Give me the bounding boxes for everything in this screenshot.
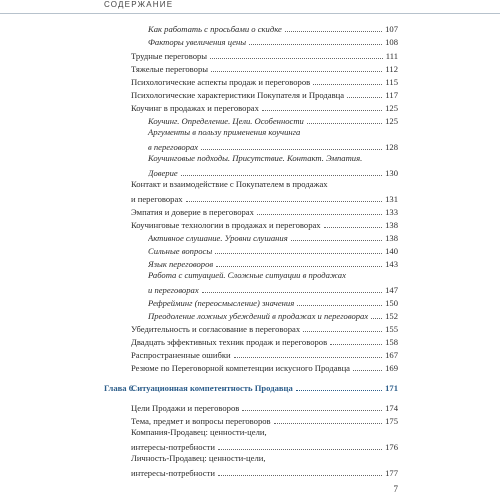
chapter-number: Глава 6. bbox=[104, 383, 136, 393]
toc-entry-title: Цели Продажи и переговоров bbox=[131, 403, 240, 413]
toc-entry-page: 115 bbox=[385, 77, 398, 87]
toc-entry-page: 177 bbox=[385, 468, 398, 478]
toc-entry[interactable] bbox=[148, 22, 398, 35]
leader-dots bbox=[257, 214, 382, 215]
toc-entry[interactable] bbox=[148, 244, 398, 257]
toc-entry-page: 175 bbox=[385, 416, 398, 426]
toc-entry[interactable] bbox=[148, 114, 398, 127]
toc-entry-title: интересы-потребности bbox=[131, 442, 215, 452]
toc-entry-page: 169 bbox=[385, 363, 398, 373]
toc-entry-page: 174 bbox=[385, 403, 398, 413]
leader-dots bbox=[274, 423, 382, 424]
toc-entry-title: Коучинг в продажах и переговорах bbox=[131, 103, 259, 113]
toc-entry[interactable] bbox=[131, 192, 398, 205]
toc-entry-page: 125 bbox=[385, 116, 398, 126]
toc-entry-page: 117 bbox=[385, 90, 398, 100]
toc-entry-title: Рефрейминг (переосмысление) значения bbox=[148, 298, 295, 308]
leader-dots bbox=[313, 84, 382, 85]
toc-entry-title: Распространенные ошибки bbox=[131, 350, 231, 360]
leader-dots bbox=[186, 201, 383, 202]
toc-entry-title: Трудные переговоры bbox=[131, 51, 208, 61]
toc-entry[interactable] bbox=[131, 88, 398, 101]
toc-entry-title: Тема, предмет и вопросы переговоров bbox=[131, 416, 271, 426]
toc-entry-title: Двадцать эффективных техник продаж и переговоров bbox=[131, 337, 328, 347]
toc-entry[interactable] bbox=[131, 335, 398, 348]
toc-chapter-heading[interactable] bbox=[104, 381, 398, 394]
leader-dots bbox=[218, 449, 382, 450]
leader-dots bbox=[201, 149, 382, 150]
toc-entry-title: Как работать с просьбами о скидке bbox=[148, 24, 282, 34]
toc-entry[interactable] bbox=[131, 466, 398, 479]
toc-entry[interactable] bbox=[131, 62, 398, 75]
leader-dots bbox=[330, 344, 382, 345]
toc-entry-title: Сильные вопросы bbox=[148, 246, 213, 256]
toc-entry-title: Психологические аспекты продаж и переговоров bbox=[131, 77, 311, 87]
toc-entry-title-line: Работа с ситуацией. Сложные ситуации в продажах bbox=[148, 270, 346, 280]
toc-entry[interactable] bbox=[148, 283, 398, 296]
toc-entry-title: Эмпатия и доверие в переговорах bbox=[131, 207, 254, 217]
leader-dots bbox=[297, 305, 382, 306]
leader-dots bbox=[181, 175, 382, 176]
toc-entry-page: 167 bbox=[385, 350, 398, 360]
toc-entry[interactable] bbox=[131, 205, 398, 218]
toc-entry-title: Тяжелые переговоры bbox=[131, 64, 209, 74]
toc-entry[interactable] bbox=[131, 348, 398, 361]
toc-entry-page: 125 bbox=[385, 103, 398, 113]
leader-dots bbox=[285, 31, 382, 32]
leader-dots bbox=[296, 390, 382, 391]
leader-dots bbox=[215, 253, 382, 254]
toc-entry-title: Преодоление ложных убеждений в продажах и переговорах bbox=[148, 311, 369, 321]
toc-entry[interactable] bbox=[131, 75, 398, 88]
leader-dots bbox=[211, 71, 382, 72]
leader-dots bbox=[218, 475, 382, 476]
toc-entry-page: 152 bbox=[385, 311, 398, 321]
toc-entry-title: и переговорах bbox=[131, 194, 183, 204]
leader-dots bbox=[249, 44, 382, 45]
page-number: 7 bbox=[393, 484, 398, 494]
chapter-page: 171 bbox=[385, 383, 398, 393]
leader-dots bbox=[353, 370, 382, 371]
toc-entry-page: 150 bbox=[385, 298, 398, 308]
leader-dots bbox=[303, 331, 382, 332]
toc-entry[interactable] bbox=[131, 414, 398, 427]
leader-dots bbox=[234, 357, 383, 358]
toc-entry[interactable] bbox=[148, 35, 398, 48]
toc-entry-page: 111 bbox=[385, 51, 398, 61]
chapter-title: Ситуационная компетентность Продавца bbox=[131, 383, 293, 393]
leader-dots bbox=[262, 110, 382, 111]
toc-entry-title: и переговорах bbox=[148, 285, 199, 295]
toc-entry[interactable] bbox=[131, 101, 398, 114]
toc-entry-title: Активное слушание. Уровни слушания bbox=[148, 233, 288, 243]
leader-dots bbox=[371, 318, 382, 319]
toc-entry[interactable] bbox=[148, 309, 398, 322]
toc-entry-title-line: Личность-Продавец: ценности-цели, bbox=[131, 453, 266, 463]
toc-entry-title-line: Компания-Продавец: ценности-цели, bbox=[131, 427, 267, 437]
header-title: СОДЕРЖАНИЕ bbox=[104, 0, 174, 9]
toc-entry-title-line: Контакт и взаимодействие с Покупателем в продажах bbox=[131, 179, 328, 189]
toc-entry-page: 131 bbox=[385, 194, 398, 204]
toc-entry[interactable] bbox=[131, 322, 398, 335]
leader-dots bbox=[324, 227, 383, 228]
toc-entry[interactable] bbox=[131, 49, 398, 62]
toc-entry-page: 155 bbox=[385, 324, 398, 334]
toc-entry-title: в переговорах bbox=[148, 142, 199, 152]
toc-entry-page: 138 bbox=[385, 220, 398, 230]
toc-entry-page: 107 bbox=[385, 24, 398, 34]
toc-entry-title: Доверие bbox=[148, 168, 178, 178]
leader-dots bbox=[307, 123, 382, 124]
toc-entry-title: Факторы увеличения цены bbox=[148, 37, 247, 47]
toc-entry-page: 108 bbox=[385, 37, 398, 47]
leader-dots bbox=[242, 410, 382, 411]
toc-entry-page: 130 bbox=[385, 168, 398, 178]
toc-entry-page: 128 bbox=[385, 142, 398, 152]
toc-entry[interactable] bbox=[131, 401, 398, 414]
toc-entry-title: Резюме по Переговорной компетенции искусного Продавца bbox=[131, 363, 350, 373]
toc-entry[interactable] bbox=[148, 257, 398, 270]
toc-entry-page: 176 bbox=[385, 442, 398, 452]
leader-dots bbox=[291, 240, 382, 241]
leader-dots bbox=[347, 97, 382, 98]
leader-dots bbox=[216, 266, 382, 267]
toc-entry[interactable] bbox=[148, 231, 398, 244]
toc-entry-title: интересы-потребности bbox=[131, 468, 215, 478]
toc-entry-page: 158 bbox=[385, 337, 398, 347]
leader-dots bbox=[210, 58, 383, 59]
toc-entry-title: Убедительность и согласование в переговорах bbox=[131, 324, 301, 334]
toc-entry-page: 133 bbox=[385, 207, 398, 217]
toc-entry-title: Психологические характеристики Покупателя и Продавца bbox=[131, 90, 345, 100]
toc-entry-title: Коучинг. Определение. Цели. Особенности bbox=[148, 116, 304, 126]
toc-entry[interactable] bbox=[131, 218, 398, 231]
toc-entry[interactable] bbox=[131, 440, 398, 453]
toc-entry[interactable] bbox=[148, 166, 398, 179]
toc-entry-title: Коучинговые технологии в продажах и переговорах bbox=[131, 220, 321, 230]
toc-entry-title-line: Аргументы в пользу применения коучинга bbox=[148, 127, 301, 137]
toc-entry[interactable] bbox=[131, 361, 398, 374]
leader-dots bbox=[202, 292, 382, 293]
toc-entry-page: 138 bbox=[385, 233, 398, 243]
toc-entry[interactable] bbox=[148, 140, 398, 153]
toc-entry-page: 147 bbox=[385, 285, 398, 295]
toc-entry[interactable] bbox=[148, 296, 398, 309]
toc-entry-title: Язык переговоров bbox=[148, 259, 214, 269]
toc-entry-page: 140 bbox=[385, 246, 398, 256]
toc-entry-page: 112 bbox=[385, 64, 398, 74]
toc-entry-title-line: Коучинговые подходы. Присутствие. Контакт. Эмпатия. bbox=[148, 153, 363, 163]
toc-entry-page: 143 bbox=[385, 259, 398, 269]
